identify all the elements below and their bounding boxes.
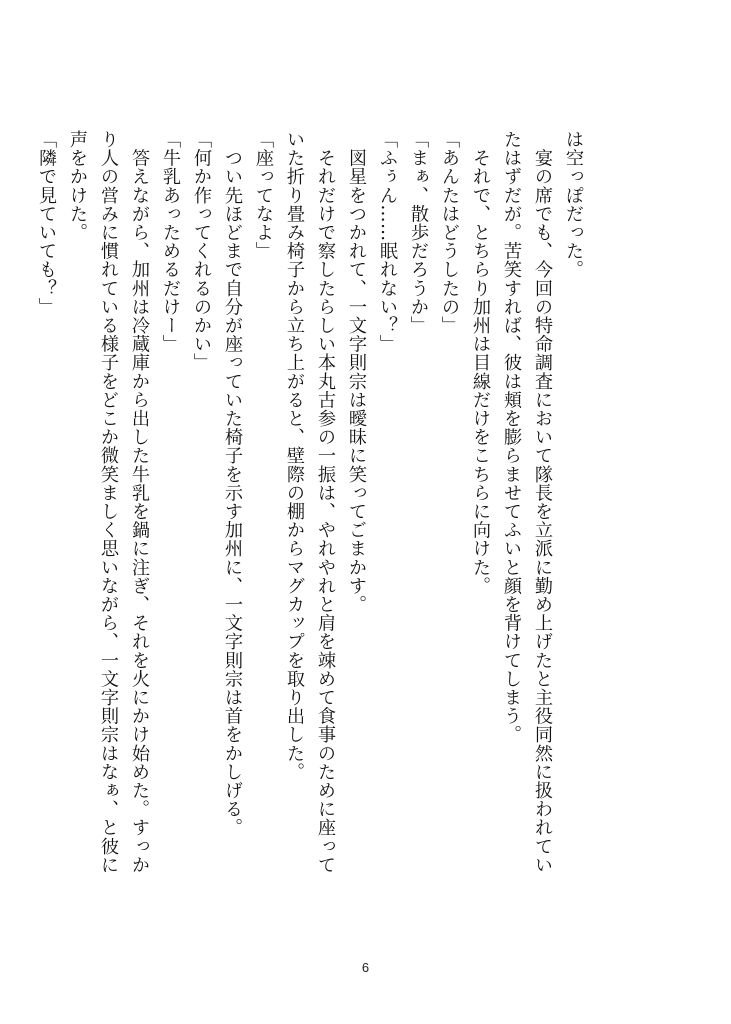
text-line: 「牛乳あっためるだけー」 <box>160 130 181 354</box>
text-line: それで、とちらり加州は目線だけをこちらに向けた。 <box>470 130 491 595</box>
page-number: 6 <box>361 960 370 975</box>
text-line: は空っぽだった。 <box>563 130 584 279</box>
text-line: 「ふぅん……眠れない？」 <box>377 130 398 354</box>
text-line: いた折り畳み椅子から立ち上がると、壁際の棚からマグカップを取り出した。 <box>284 130 305 781</box>
text-line: 図星をつかれて、一文字則宗は曖昧に笑ってごまかす。 <box>346 130 367 614</box>
text-line: たはずだが。苦笑すれば、彼は頬を膨らませてふいと顔を背けてしまう。 <box>501 130 522 744</box>
text-line: つい先ほどまで自分が座っていた椅子を示す加州に、一文字則宗は首をかしげる。 <box>222 130 243 837</box>
text-line: 「何か作ってくれるのかい」 <box>191 130 212 372</box>
text-line: 「隣で見ていても？」 <box>36 130 57 316</box>
text-line: それだけで察したらしい本丸古参の一振は、やれやれと肩を竦めて食事のために座って <box>315 130 336 874</box>
text-line: 「まぁ、散歩だろうか」 <box>408 130 429 335</box>
vertical-text-body <box>36 130 589 910</box>
text-line: 「あんたはどうしたの」 <box>439 130 460 335</box>
text-line: 声をかけた。 <box>67 130 88 242</box>
text-line: り人の営みに慣れている様子をどこか微笑ましく思いながら、一文字則宗はなぁ、と彼に <box>98 130 119 874</box>
text-line: 宴の席でも、今回の特命調査において隊長を立派に勤め上げたと主役同然に扱われてい <box>532 130 553 874</box>
text-line: 答えながら、加州は冷蔵庫から出した牛乳を鍋に注ぎ、それを火にかけ始めた。すっか <box>129 130 150 874</box>
text-line: 「座ってなよ」 <box>253 130 274 261</box>
